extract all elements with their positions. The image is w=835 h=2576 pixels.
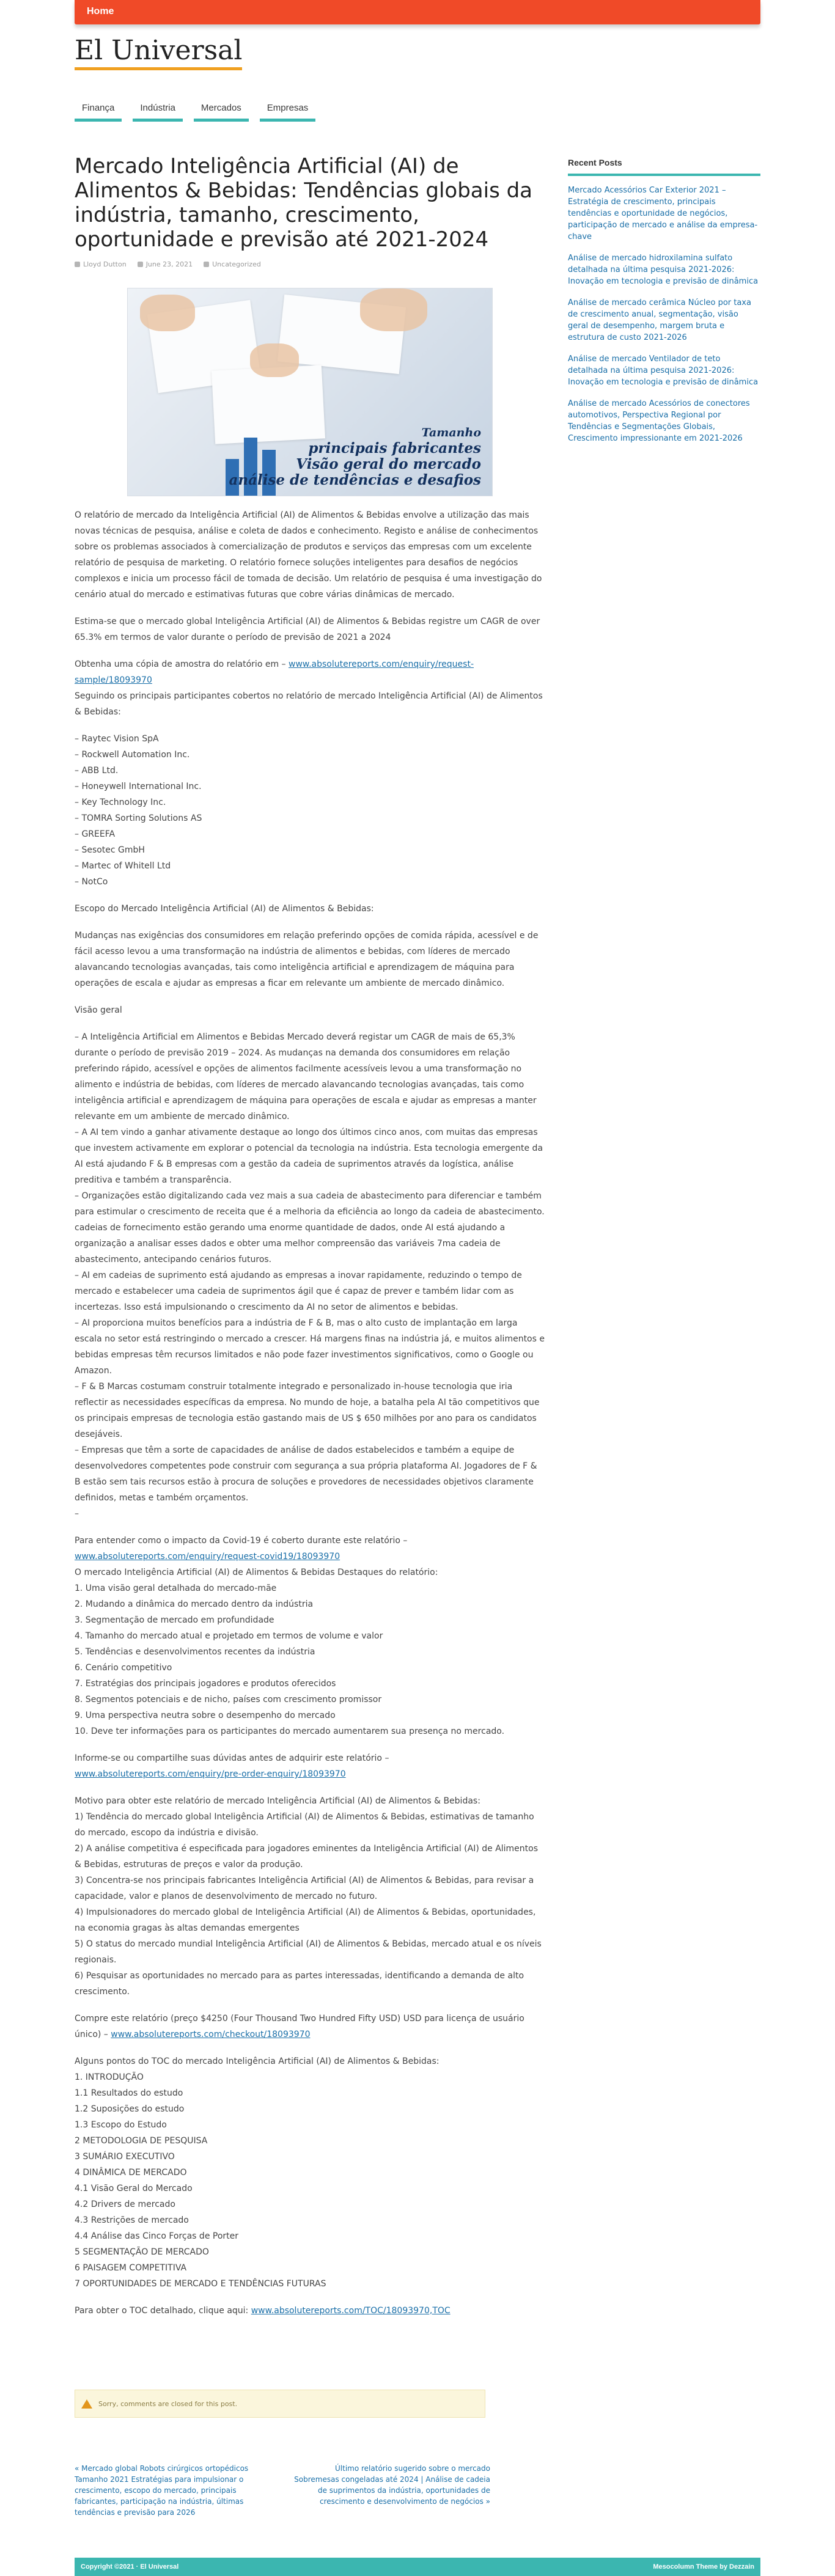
post-meta [75,260,545,268]
top-navigation [75,0,760,24]
buy-text: Compre este relatório (preço $4250 (Four Thousand Two Hundred Fifty USD) USD para licença de usuário único) – [75,2014,524,2039]
recent-post-link[interactable]: Análise de mercado Acessórios de conectores automotivos, Perspectiva Regional por Tendências e Segmentações Globais, Crescimento impressionante em 2021-2026 [568,399,750,443]
featured-image [127,288,493,496]
comments-closed-notice [75,2390,485,2418]
top-bar [0,0,835,24]
sidebar [568,158,760,454]
recent-post-link[interactable]: Análise de mercado hidroxilamina sulfato detalhada na última pesquisa 2021-2026: Inovação em tecnologia e previsão de dinâmica [568,254,759,286]
site-footer [75,2558,760,2576]
date-text: June 23, 2021 [145,260,193,268]
post-date [138,260,193,268]
caption-line: principais fabricantes [308,440,481,457]
inquire-text: Informe-se ou compartilhe suas dúvidas antes de adquirir este relatório – [75,1753,389,1763]
recent-post-link[interactable]: Mercado Acessórios Car Exterior 2021 – Estratégia de crescimento, principais tendências e oportunidade de negócios, participação de mercado e análise da empresa-chave [568,186,758,241]
category-link-industria[interactable]: Indústria [133,100,183,122]
category-link-mercados[interactable]: Mercados [194,100,249,122]
toc-link[interactable]: www.absolutereports.com/TOC/18093970,TOC [251,2306,451,2316]
hand-decoration [360,288,427,331]
recent-post-link[interactable]: Análise de mercado Ventilador de teto detalhada na última pesquisa 2021-2026: Inovação em tecnologia e previsão de dinâmica [568,354,759,387]
post-body [75,507,545,2319]
next-post-link[interactable]: Último relatório sugerido sobre o mercado Sobremesas congeladas até 2024 | Análise de cadeia de suprimentos da indústria, oportunidades de crescimento e desenvolvimento de negócios » [294,2464,490,2506]
players-list: – Raytec Vision SpA – Rockwell Automation Inc. – ABB Ltd. – Honeywell International Inc. – Key Technology Inc. – TOMRA Sorting Solutions AS – GREEFA – Sesotec GmbH – Martec of Whitell Ltd – NotCo [75,734,202,887]
folder-icon [204,262,209,267]
post-title: Mercado Inteligência Artificial (AI) de Alimentos & Bebidas: Tendências globais da indústria, tamanho, crescimento, oportunidade e previsão até 2021-2024 [75,154,533,252]
recent-post-item [568,185,760,243]
caption-line: análise de tendências e desafios [229,472,481,488]
post-author[interactable] [75,260,127,268]
main-content [75,154,545,2319]
image-caption [229,425,481,488]
scope-heading: Escopo do Mercado Inteligência Artificial (AI) de Alimentos & Bebidas: [75,904,374,914]
home-link[interactable]: Home [87,6,114,17]
paragraph-intro: O relatório de mercado da Inteligência Artificial (AI) de Alimentos & Bebidas envolve a utilização das mais novas técnicas de pesquisa, análise e coleta de dados e conhecimento. Registo e análise de conhecimentos sobre os problemas associados à comercialização de produtos e serviços das empresas com um excelente relatório de pesquisa de marketing. O relatório fornece soluções inteligentes para desafios de negócios complexos e inicia um processo fácil de tomada de decisão. Um relatório de pesquisa é uma investigação do cenário atual do mercado e estimativas futuras que cobre várias dinâmicas de mercado. [75,510,542,600]
paragraph-toc [75,2303,545,2319]
author-name: Lloyd Dutton [83,260,127,268]
paragraph-sample [75,656,545,720]
highlights-list: O mercado Inteligência Artificial (AI) de Alimentos & Bebidas Destaques do relatório: 1. Uma visão geral detalhada do mercado-mãe 2. Mudando a dinâmica do mercado dentro da indústria 3. Segmentação de mercado em profundidade 4. Tamanho do mercado atual e projetado em termos de volume e valor 5. Tendências e desenvolvimentos recentes da indústria 6. Cenário competitivo 7. Estratégias dos principais jogadores e produtos oferecidos 8. Segmentos potenciais e de nicho, países com crescimento promissor 9. Uma perspectiva neutra sobre o desempenho do mercado 10. Deve ter informações para os participantes do mercado aumentarem sua presença no mercado. [75,1568,505,1736]
recent-post-item [568,398,760,444]
post-category[interactable] [204,260,261,268]
site-logo[interactable]: El Universal [75,37,242,70]
paragraph-covid [75,1533,545,1565]
toc-text: Para obter o TOC detalhado, clique aqui: [75,2306,251,2316]
reasons-list: Motivo para obter este relatório de mercado Inteligência Artificial (AI) de Alimentos & Bebidas: 1) Tendência do mercado global Inteligência Artificial (AI) de Alimentos & Bebidas, estimativas de tamanho do mercado, escopo da indústria e divisão. 2) A análise competitiva é especificada para jogadores eminentes da Inteligência Artificial (AI) de Alimentos & Bebidas, estruturas de preços e valor da produção. 3) Concentra-se nos principais fabricantes Inteligência Artificial (AI) de Alimentos & Bebidas, para revisar a capacidade, valor e planos de desenvolvimento de mercado no futuro. 4) Impulsionadores do mercado global de Inteligência Artificial (AI) de Alimentos & Bebidas, oportunidades, na economia gragas às altas demandas emergentes 5) O status do mercado mundial Inteligência Artificial (AI) de Alimentos & Bebidas, mercado atual e os níveis regionais. 6) Pesquisar as oportunidades no mercado para as partes interessadas, identificando a demanda de alto crescimento. [75,1796,542,1997]
category-text: Uncategorized [212,260,261,268]
site-branding [75,37,242,70]
hand-decoration [250,343,299,377]
caption-line: Tamanho [421,426,481,439]
caption-line: Visão geral do mercado [296,456,481,472]
recent-post-item [568,252,760,287]
covid-text: Para entender como o impacto da Covid-19 é coberto durante este relatório – [75,1536,408,1546]
paragraph-cagr: Estima-se que o mercado global Inteligência Artificial (AI) de Alimentos & Bebidas registre um CAGR de over 65.3% em termos de valor durante o período de previsão de 2021 a 2024 [75,617,540,642]
footer-theme-credit[interactable]: Mesocolumn Theme by Dezzain [653,2563,754,2570]
previous-post-link[interactable]: « Mercado global Robots cirúrgicos ortopédicos Tamanho 2021 Estratégias para impulsionar o crescimento, escopo do mercado, principais fabricantes, participação na indústria, últimas tendências e previsão para 2026 [75,2464,249,2517]
toc-list: Alguns pontos do TOC do mercado Inteligência Artificial (AI) de Alimentos & Bebidas: 1. INTRODUÇÃO 1.1 Resultados do estudo 1.2 Suposições do estudo 1.3 Escopo do Estudo 2 METODOLOGIA DE PESQUISA 3 SUMÁRIO EXECUTIVO 4 DINÂMICA DE MERCADO 4.1 Visão Geral do Mercado 4.2 Drivers de mercado 4.3 Restrições de mercado 4.4 Análise das Cinco Forças de Porter 5 SEGMENTAÇÃO DE MERCADO 6 PAISAGEM COMPETITIVA 7 OPORTUNIDADES DE MERCADO E TENDÊNCIAS FUTURAS [75,2057,440,2289]
clock-icon [138,262,143,267]
category-nav [75,100,760,122]
recent-post-item [568,353,760,388]
sample-text: Obtenha uma cópia de amostra do relatório em – [75,659,289,669]
notice-text: Sorry, comments are closed for this post. [98,2399,238,2408]
scope-paragraph: Mudanças nas exigências dos consumidores em relação preferindo opções de comida rápida, acessível e de fácil acesso levou a uma transformação na indústria de alimentos e bebidas, com líderes de mercado alavancando tecnologias avançadas, tais como inteligência artificial e aprendizagem de máquina para operações de escala e ajudar as empresas a ficar em relevante um ambiente de mercado dinâmico. [75,931,539,988]
overview-heading: Visão geral [75,1005,122,1015]
players-intro: Seguindo os principais participantes cobertos no relatório de mercado Inteligência Artificial (AI) de Alimentos & Bebidas: [75,691,543,717]
buy-link[interactable]: www.absolutereports.com/checkout/18093970 [111,2030,311,2039]
user-icon [75,262,80,267]
category-link-financa[interactable]: Finança [75,100,122,122]
overview-paragraph: – A Inteligência Artificial em Alimentos e Bebidas Mercado deverá registar um CAGR de mais de 65,3% durante o período de previsão 2019 – 2024. As mudanças na demanda dos consumidores em relação preferindo rápido, acessível e opções de alimentos facilmente acessíveis levou a uma transformação no alimento e indústria de bebidas, com líderes de mercado alavancando tecnologias avançadas, tais como inteligência artificial e aprendizagem de máquina para operações de escala e ajudar as empresas a manter relevante em um ambiente de mercado dinâmico. – A AI tem vindo a ganhar ativamente destaque ao longo dos últimos cinco anos, com muitas das empresas que investem activamente em explorar o potencial da tecnologia na indústria. Esta tecnologia emergente da AI está ajudando F & B empresas com a gestão da cadeia de suprimentos através da logística, análise preditiva e também a transparência. – Organizações estão digitalizando cada vez mais a sua cadeia de abastecimento para diferenciar e também para estimular o crescimento de receita que é a melhoria da eficiência ao longo da cadeia de abastecimento. cadeias de fornecimento estão gerando uma enorme quantidade de dados, onde AI está ajudando a organização a analisar esses dados e obter uma melhor compreensão das variáveis 7ma cadeia de abastecimento, antecipando cenários futuros. – AI em cadeias de suprimento está ajudando as empresas a inovar rapidamente, reduzindo o tempo de mercado e estabelecer uma cadeia de suprimentos ágil que é capaz de prever e também lidar com as incertezas. Isso está impulsionando o crescimento da AI no setor de alimentos e bebidas. – AI proporciona muitos benefícios para a indústria de F & B, mas o alto custo de implantação em larga escala no setor está restringindo o mercado a crescer. Há margens finas na indústria já, e muitos alimentos e bebidas empresas têm recursos limitados e não pode fazer investimentos significativos, como o Google ou Amazon. – F & B Marcas costumam construir totalmente integrado e personalizado in-house tecnologia que iria reflectir as necessidades específicas da empresa. No mundo de hoje, a batalha pela AI tão competitivos que os principais empresas de tecnologia estão gastando mais de US $ 650 milhões por ano para os candidatos desejáveis. – Empresas que têm a sorte de capacidades de análise de dados estabelecidos e também a equipe de desenvolvedores competentes pode construir com segurança a sua própria plataforma AI. Jogadores de F & B estão sem tais recursos estão à procura de soluções e provedores de necessidades objetivos claramente definidos, metas e também orçamentos. – [75,1032,545,1519]
paragraph-buy [75,2011,545,2042]
category-link-empresas[interactable]: Empresas [260,100,316,122]
hand-decoration [140,295,195,331]
recent-posts-title: Recent Posts [568,158,760,176]
warning-icon [81,2399,92,2409]
sample-link[interactable]: www.absolutereports.com/enquiry/request-sample/18093970 [75,659,474,685]
page-wrapper [75,24,760,2316]
covid-link[interactable]: www.absolutereports.com/enquiry/request-covid19/18093970 [75,1552,340,1561]
inquire-link[interactable]: www.absolutereports.com/enquiry/pre-order-enquiry/18093970 [75,1769,346,1779]
recent-posts-list [568,185,760,444]
recent-post-item [568,297,760,343]
recent-post-link[interactable]: Análise de mercado cerâmica Núcleo por taxa de crescimento anual, segmentação, visão geral de desempenho, margem bruta e estrutura de custo 2021-2026 [568,298,751,342]
paragraph-inquire [75,1750,545,1782]
post-navigation [75,2463,490,2518]
footer-copyright: Copyright ©2021 · El Universal [81,2563,179,2570]
